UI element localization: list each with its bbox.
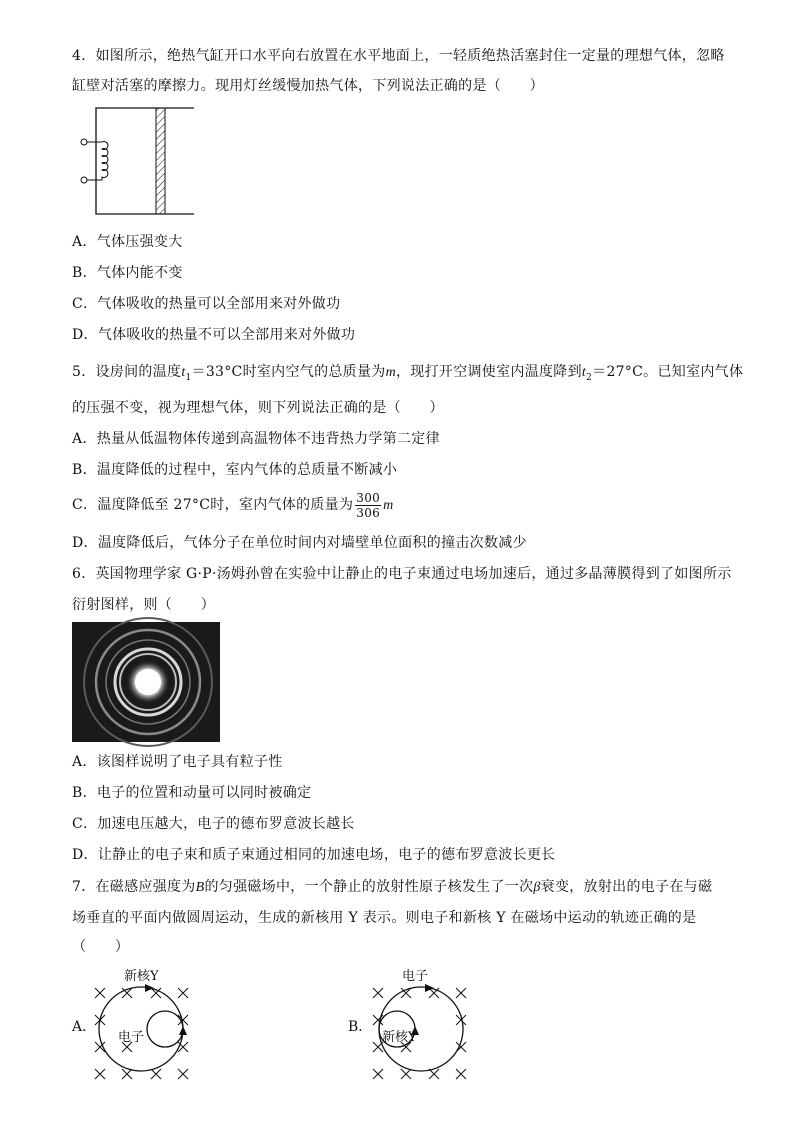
q6-option-d: D．让静止的电子束和质子束通过相同的加速电场，电子的德布罗意波长更长 (72, 847, 556, 863)
field-cross-mark (95, 988, 105, 998)
q7-stem-line1: 7．在磁感应强度为B的匀强磁场中，一个静止的放射性原子核发生了一次β衰变，放射出的电子在与磁 (72, 879, 713, 895)
electron-diffraction-image (72, 622, 220, 742)
large-track-circle (379, 987, 463, 1071)
q6-stem-line1: 6．英国物理学家 G·P·汤姆孙曾在实验中让静止的电子束通过电场加速后，通过多晶薄膜得到了如图所示 (72, 566, 732, 582)
field-cross-mark (401, 1069, 411, 1079)
q7-option-a-diagram (72, 962, 202, 1087)
q5-option-a: A．热量从低温物体传递到高温物体不违背热力学第二定律 (72, 431, 440, 447)
q4-option-d: D．气体吸收的热量不可以全部用来对外做功 (72, 327, 356, 343)
q5-stem-line1: 5．设房间的温度$t_1=33^\circ C$时室内空气的总质量为m，现打开空调使室内温度降到$t_2=27^\circ C$。已知室内气体 (72, 364, 744, 383)
field-cross-mark (178, 988, 188, 998)
large-track-arrow (425, 984, 434, 992)
large-track-label: 电子 (402, 969, 429, 984)
field-cross-mark (456, 988, 466, 998)
field-cross-mark (151, 1069, 161, 1079)
small-track-arrow (179, 1026, 187, 1035)
q4-option-a: A．气体压强变大 (72, 234, 183, 250)
large-track-circle (99, 987, 183, 1071)
q7-option-a-label: A． (72, 1019, 97, 1035)
q4-stem-line1: 4．如图所示，绝热气缸开口水平向右放置在水平地面上，一轻质绝热活塞封住一定量的理想气体，忽略 (72, 48, 725, 64)
field-cross-mark (122, 1069, 132, 1079)
q5-option-c: C．温度降低至 27°C时，室内气体的质量为 $\frac{300}{306}$ m (72, 490, 394, 520)
field-cross-mark (95, 1069, 105, 1079)
q6-option-b: B．电子的位置和动量可以同时被确定 (72, 785, 312, 801)
q4-stem-line2: 缸壁对活塞的摩擦力。现用灯丝缓慢加热气体，下列说法正确的是（ ） (72, 78, 544, 94)
q7-option-b-label: B． (348, 1019, 373, 1035)
mass-fraction: $\frac{300}{306}$ (356, 490, 381, 520)
field-cross-mark (373, 1069, 383, 1079)
q7-stem-line3: （ ） (72, 939, 130, 955)
field-cross-mark (373, 988, 383, 998)
large-track-label: 新核Y (124, 969, 159, 984)
q6-option-c: C．加速电压越大，电子的德布罗意波长越长 (72, 816, 355, 832)
q6-option-a: A．该图样说明了电子具有粒子性 (72, 754, 283, 770)
q5-option-d: D．温度降低后，气体分子在单位时间内对墙壁单位面积的撞击次数减少 (72, 535, 527, 551)
large-track-arrow (145, 984, 154, 992)
field-cross-mark (178, 1069, 188, 1079)
q7-stem-line2: 场垂直的平面内做圆周运动，生成的新核用 Y 表示。则电子和新核 Y 在磁场中运动的轨迹正确的是 (72, 910, 697, 926)
q4-option-c: C．气体吸收的热量可以全部用来对外做功 (72, 296, 341, 312)
field-cross-mark (456, 1069, 466, 1079)
q4-cylinder-diagram (76, 106, 200, 218)
q6-stem-line2: 衍射图样，则（ ） (72, 597, 215, 613)
q7-option-b-diagram (348, 962, 478, 1087)
q5-stem-line2: 的压强不变，视为理想气体，则下列说法正确的是（ ） (72, 400, 444, 416)
q4-option-b: B．气体内能不变 (72, 265, 183, 281)
q5-option-b: B．温度降低的过程中，室内气体的总质量不断减小 (72, 462, 398, 478)
small-track-circle (147, 1011, 183, 1047)
small-track-label: 新核Y (382, 1030, 417, 1045)
small-track-label: 电子 (118, 1030, 145, 1045)
